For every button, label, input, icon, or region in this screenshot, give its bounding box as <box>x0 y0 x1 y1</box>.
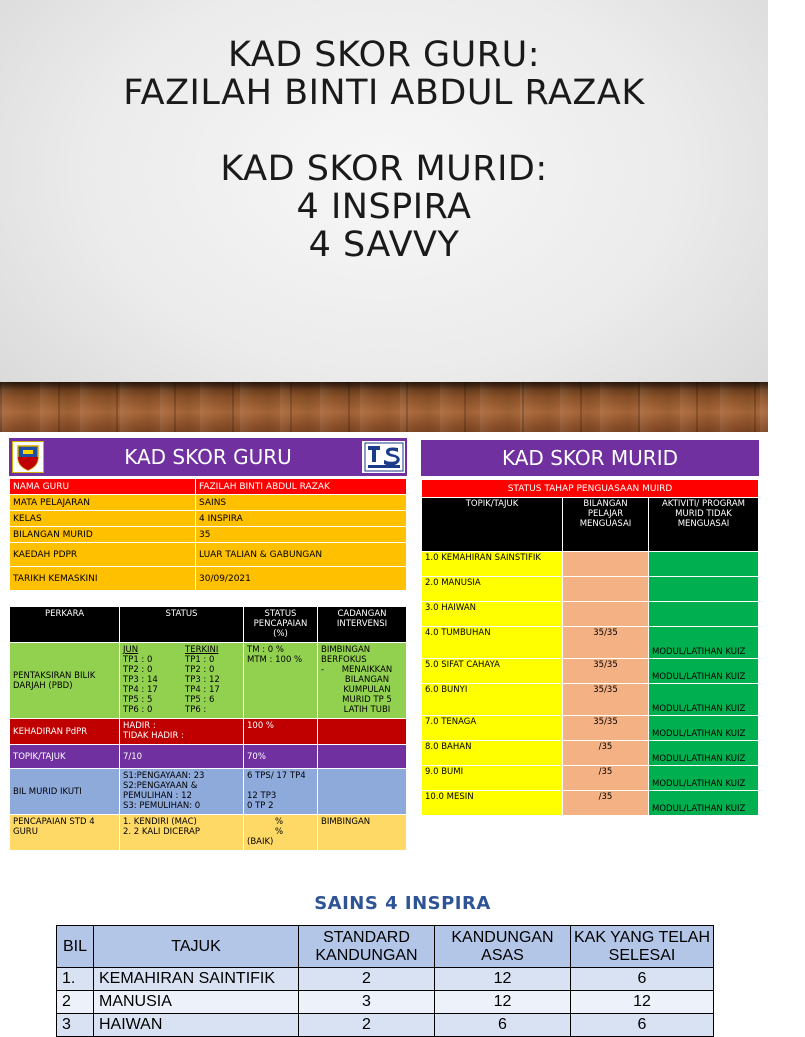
topik-cell: 9.0 BUMI <box>422 766 563 791</box>
pencapaian-tm: TM : 0 % <box>247 645 284 655</box>
kehadiran-pencapaian: 100 % <box>244 719 318 745</box>
kehadiran-cadangan <box>318 719 407 745</box>
jun-heading: JUN <box>123 645 139 655</box>
sains-table-title: SAINS 4 INSPIRA <box>314 893 491 914</box>
sains-content-table <box>56 925 714 1037</box>
title-line-1: KAD SKOR GURU: <box>227 35 541 75</box>
selesai-cell: 12 <box>571 991 714 1014</box>
header-kandungan: KANDUNGAN ASAS <box>435 926 571 968</box>
jun-tp: TP6 : 0 <box>123 705 153 715</box>
bil-cell: 2 <box>57 991 94 1014</box>
title-slide-heading <box>0 36 768 264</box>
topik-cell: 4.0 TUMBUHAN <box>422 627 563 659</box>
terkini-tp: TP3 : 12 <box>185 675 220 685</box>
topik-cell: 6.0 BUNYI <box>422 684 563 716</box>
table-row <box>10 495 407 511</box>
tidak-hadir-text: TIDAK HADIR : <box>123 731 184 741</box>
terkini-tp: TP6 : <box>185 705 207 715</box>
header-tajuk: TAJUK <box>94 926 299 968</box>
info-label: KELAS <box>10 511 196 527</box>
bil-cell <box>563 577 649 602</box>
tajuk-cell: MANUSIA <box>94 991 299 1014</box>
pencapaian-line: (BAIK) <box>247 837 274 847</box>
topik-cell: 5.0 SIFAT CAHAYA <box>422 659 563 684</box>
akt-cell: MODUL/LATIHAN KUIZ <box>649 741 759 766</box>
table-row <box>422 627 759 659</box>
tajuk-cell: KEMAHIRAN SAINTIFIK <box>94 968 299 991</box>
title-line-2: FAZILAH BINTI ABDUL RAZAK <box>123 73 645 113</box>
table-row <box>422 716 759 741</box>
crest-icon <box>15 443 41 471</box>
info-label: KAEDAH PDPR <box>10 543 196 567</box>
jun-tp: TP3 : 14 <box>123 675 158 685</box>
table-row <box>422 602 759 627</box>
ts-logo <box>362 441 405 473</box>
topik-status: 7/10 <box>120 745 244 769</box>
status-line: S2:PENGAYAAN & <box>123 781 198 791</box>
title-slide <box>0 0 768 432</box>
bil-cell: /35 <box>563 766 649 791</box>
pencapaian-line: 12 TP3 <box>247 791 277 801</box>
table-row <box>422 577 759 602</box>
table-row <box>422 480 759 498</box>
table-row <box>10 769 407 815</box>
topik-cell: 1.0 KEMAHIRAN SAINSTIFIK <box>422 552 563 577</box>
akt-cell <box>649 577 759 602</box>
guru-status-table <box>9 606 407 851</box>
pbd-status <box>120 643 244 719</box>
table-row <box>10 567 407 591</box>
header-perkara: PERKARA <box>10 607 120 643</box>
bil-cell: 35/35 <box>563 684 649 716</box>
kehadiran-status <box>120 719 244 745</box>
pbd-cadangan: BIMBINGAN BERFOKUS - MENAIKKAN BILANGAN KUMPULAN MURID TP 5 LATIH TUBI <box>318 643 407 719</box>
pbd-pencapaian <box>244 643 318 719</box>
terkini-tp: TP5 : 6 <box>185 695 215 705</box>
akt-cell: MODUL/LATIHAN KUIZ <box>649 791 759 816</box>
standard-cell: 2 <box>299 968 435 991</box>
terkini-tp: TP2 : 0 <box>185 665 215 675</box>
ts-emblem-icon <box>364 442 404 472</box>
table-row <box>10 511 407 527</box>
title-line-4: 4 INSPIRA <box>296 187 472 227</box>
kandungan-cell: 6 <box>435 1014 571 1037</box>
header-bilangan: BILANGAN PELAJAR MENGUASAI <box>563 498 649 552</box>
info-label: MATA PELAJARAN <box>10 495 196 511</box>
table-row <box>422 741 759 766</box>
pencapaian-mtm: MTM : 100 % <box>247 655 303 665</box>
pbd-label: PENTAKSIRAN BILIK DARJAH (PBD) <box>10 643 120 719</box>
bil-cell: 1. <box>57 968 94 991</box>
status-line: PEMULIHAN : 12 <box>123 791 192 801</box>
akt-cell: MODUL/LATIHAN KUIZ <box>649 659 759 684</box>
bil-murid-pencapaian <box>244 769 318 815</box>
pencapaian-line: % <box>275 817 284 827</box>
terkini-tp: TP1 : 0 <box>185 655 215 665</box>
info-label: BILANGAN MURID <box>10 527 196 543</box>
header-cadangan: CADANGAN INTERVENSI <box>318 607 407 643</box>
header-selesai: KAK YANG TELAH SELESAI <box>571 926 714 968</box>
status-line: S3: PEMULIHAN: 0 <box>123 801 201 811</box>
cadangan-heading: BIMBINGAN BERFOKUS <box>321 645 371 665</box>
info-label: NAMA GURU <box>10 479 196 495</box>
topik-cell: 3.0 HAIWAN <box>422 602 563 627</box>
topik-pencapaian: 70% <box>244 745 318 769</box>
info-value: LUAR TALIAN & GABUNGAN <box>196 543 407 567</box>
title-line-5: 4 SAVVY <box>308 225 460 265</box>
std4-pencapaian <box>244 815 318 851</box>
table-row <box>10 719 407 745</box>
akt-cell: MODUL/LATIHAN KUIZ <box>649 684 759 716</box>
table-header-row <box>422 498 759 552</box>
selesai-cell: 6 <box>571 1014 714 1037</box>
bil-cell: 35/35 <box>563 716 649 741</box>
info-label: TARIKH KEMASKINI <box>10 567 196 591</box>
topik-cell: 7.0 TENAGA <box>422 716 563 741</box>
std4-label: PENCAPAIAN STD 4 GURU <box>10 815 120 851</box>
topik-cell: 10.0 MESIN <box>422 791 563 816</box>
bil-cell: 35/35 <box>563 659 649 684</box>
tajuk-cell: HAIWAN <box>94 1014 299 1037</box>
header-topik: TOPIK/TAJUK <box>422 498 563 552</box>
pencapaian-line: 6 TPS/ 17 TP4 <box>247 771 306 781</box>
table-header-row <box>10 607 407 643</box>
table-row <box>422 791 759 816</box>
bil-cell: /35 <box>563 791 649 816</box>
bil-cell: 3 <box>57 1014 94 1037</box>
table-row <box>10 815 407 851</box>
info-value: 4 INSPIRA <box>196 511 407 527</box>
info-value: SAINS <box>196 495 407 511</box>
status-line: 2. 2 KALI DICERAP <box>123 827 200 837</box>
topik-cadangan <box>318 745 407 769</box>
standard-cell: 2 <box>299 1014 435 1037</box>
bil-cell: 35/35 <box>563 627 649 659</box>
murid-card-title: KAD SKOR MURID <box>421 440 759 476</box>
table-row <box>422 659 759 684</box>
bil-cell <box>563 552 649 577</box>
bil-murid-cadangan <box>318 769 407 815</box>
std4-status <box>120 815 244 851</box>
terkini-tp: TP4 : 17 <box>185 685 220 695</box>
table-row <box>10 479 407 495</box>
akt-cell: MODUL/LATIHAN KUIZ <box>649 716 759 741</box>
akt-cell <box>649 602 759 627</box>
status-line: S1:PENGAYAAN: 23 <box>123 771 205 781</box>
std4-cadangan: BIMBINGAN <box>318 815 407 851</box>
standard-cell: 3 <box>299 991 435 1014</box>
info-value: 35 <box>196 527 407 543</box>
jun-tp: TP5 : 5 <box>123 695 153 705</box>
header-standard: STANDARD KANDUNGAN <box>299 926 435 968</box>
table-row <box>422 684 759 716</box>
wood-floor-decoration <box>0 382 768 432</box>
akt-cell: MODUL/LATIHAN KUIZ <box>649 627 759 659</box>
table-header-row <box>57 926 714 968</box>
kehadiran-label: KEHADIRAN PdPR <box>10 719 120 745</box>
topik-cell: 2.0 MANUSIA <box>422 577 563 602</box>
kandungan-cell: 12 <box>435 991 571 1014</box>
status-line: 1. KENDIRI (MAC) <box>123 817 197 827</box>
table-row <box>10 643 407 719</box>
pencapaian-line: % <box>275 827 284 837</box>
table-row <box>422 552 759 577</box>
table-row <box>10 543 407 567</box>
akt-cell <box>649 552 759 577</box>
table-row <box>10 745 407 769</box>
table-row <box>57 1014 714 1037</box>
bil-murid-label: BIL MURID IKUTI <box>10 769 120 815</box>
topik-label: TOPIK/TAJUK <box>10 745 120 769</box>
jun-tp: TP1 : 0 <box>123 655 153 665</box>
title-line-3: KAD SKOR MURID: <box>220 149 548 189</box>
table-row <box>10 527 407 543</box>
table-row <box>57 991 714 1014</box>
terkini-heading: TERKINI <box>185 645 219 655</box>
table-row <box>422 766 759 791</box>
info-value: FAZILAH BINTI ABDUL RAZAK <box>196 479 407 495</box>
bil-cell <box>563 602 649 627</box>
table-row <box>57 968 714 991</box>
bil-murid-status <box>120 769 244 815</box>
selesai-cell: 6 <box>571 968 714 991</box>
jun-tp: TP2 : 0 <box>123 665 153 675</box>
guru-card-title: KAD SKOR GURU <box>9 438 407 476</box>
header-aktiviti: AKTIVITI/ PROGRAM MURID TIDAK MENGUASAI <box>649 498 759 552</box>
kandungan-cell: 12 <box>435 968 571 991</box>
info-value: 30/09/2021 <box>196 567 407 591</box>
akt-cell: MODUL/LATIHAN KUIZ <box>649 766 759 791</box>
cadangan-item: MENAIKKAN BILANGAN KUMPULAN MURID TP 5 LATIH TUBI <box>341 665 393 715</box>
header-status: STATUS <box>120 607 244 643</box>
pencapaian-line: 0 TP 2 <box>247 801 274 811</box>
murid-status-table <box>421 479 759 816</box>
jun-tp: TP4 : 17 <box>123 685 158 695</box>
header-pencapaian: STATUS PENCAPAIAN (%) <box>244 607 318 643</box>
school-crest-logo <box>12 441 44 473</box>
header-bil: BIL <box>57 926 94 968</box>
hadir-text: HADIR : <box>123 721 156 731</box>
bil-cell: /35 <box>563 741 649 766</box>
guru-info-table <box>9 478 407 591</box>
topik-cell: 8.0 BAHAN <box>422 741 563 766</box>
status-tahap-heading: STATUS TAHAP PENGUASAAN MUIRD <box>422 480 759 498</box>
